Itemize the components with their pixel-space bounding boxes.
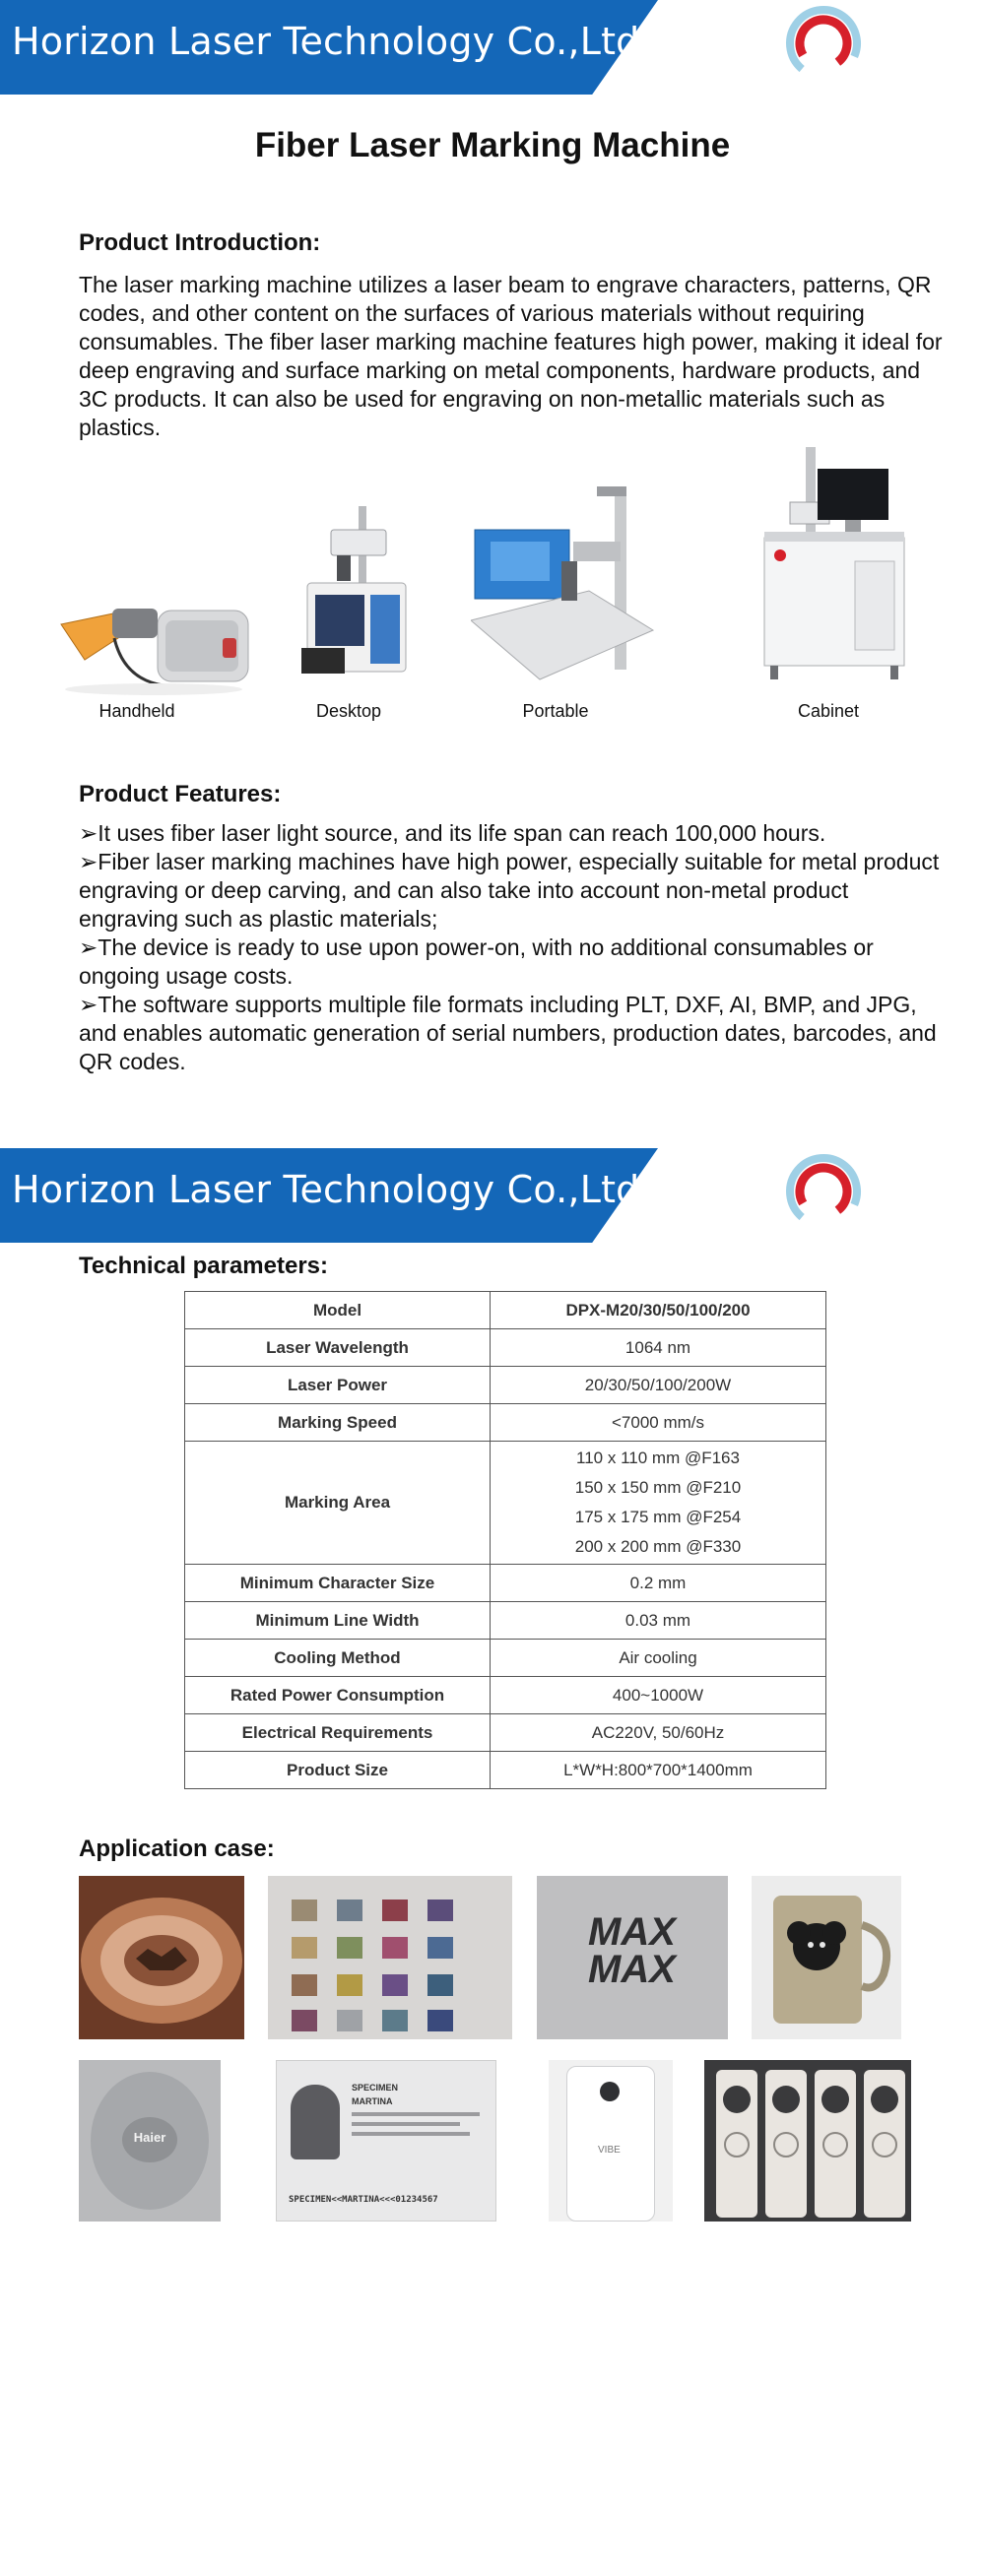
table-row (185, 1565, 826, 1602)
table-row (185, 1752, 826, 1789)
table-row (185, 1677, 826, 1714)
marking-area-line: 110 x 110 mm @F163 (576, 1449, 740, 1467)
spec-key: Rated Power Consumption (185, 1677, 491, 1714)
spec-key: Marking Speed (185, 1404, 491, 1442)
case-usb-tags-image (704, 2060, 911, 2222)
spec-key: Laser Power (185, 1367, 491, 1404)
spec-key: Marking Area (185, 1442, 491, 1565)
table-row (185, 1714, 826, 1752)
spec-value: 0.2 mm (491, 1565, 826, 1602)
product-label-handheld: Handheld (98, 701, 175, 721)
table-row (185, 1602, 826, 1640)
feature-item: ➢Fiber laser marking machines have high power, especially suitable for metal product engraving or deep carving, and can also take into account non-metal product engraving such as plastic materials; (79, 849, 940, 932)
spec-value: 1064 nm (491, 1329, 826, 1367)
header-banner (0, 0, 985, 95)
intro-heading: Product Introduction: (79, 229, 321, 256)
id-line (352, 2132, 470, 2136)
spec-key: Product Size (185, 1752, 491, 1789)
case-id-card-image (276, 2060, 496, 2222)
product-label-cabinet: Cabinet (797, 701, 860, 721)
spec-value (491, 1442, 826, 1565)
spec-table (184, 1291, 826, 1789)
intro-text: The laser marking machine utilizes a laser beam to engrave characters, patterns, QR codes, and other content on the surfaces of various materials without requiring consumables. The fiber laser marking machine features high power, making it ideal for deep engraving and surface marking on metal components, hardware products, and 3C products. It can also be used for engraving on non-metallic materials such as plastics. (79, 272, 943, 440)
company-logo-icon (784, 4, 863, 83)
spec-key: Minimum Character Size (185, 1565, 491, 1602)
features-list (79, 819, 946, 1076)
case-max-metal-card-image (537, 1876, 728, 2039)
max-engraving-text: MAX (588, 1910, 676, 1954)
spec-value: 20/30/50/100/200W (491, 1367, 826, 1404)
spec-key: Cooling Method (185, 1640, 491, 1677)
spec-key: Laser Wavelength (185, 1329, 491, 1367)
handheld-machine-image (55, 591, 252, 699)
spec-value: Air cooling (491, 1640, 826, 1677)
spec-key: Model (185, 1292, 491, 1329)
company-logo-icon (784, 1152, 863, 1231)
table-row (185, 1442, 826, 1565)
marking-area-line: 200 x 200 mm @F330 (574, 1537, 742, 1556)
table-row (185, 1404, 826, 1442)
phone-camera (600, 2082, 620, 2101)
case-steel-mug-image (752, 1876, 901, 2039)
case-phone-back-image (549, 2060, 673, 2222)
id-name-text: MARTINA (352, 2096, 393, 2106)
company-name: Horizon Laser Technology Co.,Ltd (12, 1168, 640, 1211)
portable-machine-image (471, 483, 658, 689)
case-color-samples-image (268, 1876, 512, 2039)
feature-item: ➢The device is ready to use upon power-on, with no additional consumables or ongoing usage costs. (79, 934, 874, 989)
table-row (185, 1640, 826, 1677)
max-engraving-text-2: MAX (588, 1948, 676, 1991)
product-label-desktop: Desktop (315, 701, 382, 721)
spec-value: 400~1000W (491, 1677, 826, 1714)
spec-value: 0.03 mm (491, 1602, 826, 1640)
cabinet-machine-image (760, 443, 908, 684)
spec-value: DPX-M20/30/50/100/200 (491, 1292, 826, 1329)
company-name: Horizon Laser Technology Co.,Ltd (12, 20, 640, 63)
features-heading: Product Features: (79, 781, 282, 807)
feature-item: ➢The software supports multiple file formats including PLT, DXF, AI, BMP, and JPG, and enables automatic generation of serial numbers, production dates, barcodes, and QR codes. (79, 992, 937, 1074)
marking-area-line: 175 x 175 mm @F254 (574, 1508, 742, 1526)
cases-heading: Application case: (79, 1835, 275, 1862)
spec-value: <7000 mm/s (491, 1404, 826, 1442)
tech-heading: Technical parameters: (79, 1253, 328, 1279)
spec-key: Minimum Line Width (185, 1602, 491, 1640)
table-row (185, 1329, 826, 1367)
table-row (185, 1367, 826, 1404)
id-mrz-text: SPECIMEN<<MARTINA<<<01234567 (289, 2195, 438, 2205)
desktop-machine-image (301, 500, 410, 687)
marking-area-line: 150 x 150 mm @F210 (574, 1478, 742, 1497)
id-line (352, 2112, 480, 2116)
feature-item: ➢It uses fiber laser light source, and its life span can reach 100,000 hours. (79, 820, 826, 846)
spec-value: AC220V, 50/60Hz (491, 1714, 826, 1752)
spec-value: L*W*H:800*700*1400mm (491, 1752, 826, 1789)
product-label-portable: Portable (522, 701, 589, 721)
table-row (185, 1292, 826, 1329)
page-title: Fiber Laser Marking Machine (254, 126, 731, 164)
haier-logo-text: Haier (133, 2130, 166, 2145)
id-photo (291, 2085, 340, 2159)
id-line (352, 2122, 460, 2126)
phone-brand-text: VIBE (598, 2145, 621, 2156)
id-specimen-text: SPECIMEN (352, 2083, 399, 2093)
case-copper-plate-image (79, 1876, 244, 2039)
header-banner-2 (0, 1148, 985, 1243)
spec-key: Electrical Requirements (185, 1714, 491, 1752)
case-haier-panel-image (79, 2060, 221, 2222)
